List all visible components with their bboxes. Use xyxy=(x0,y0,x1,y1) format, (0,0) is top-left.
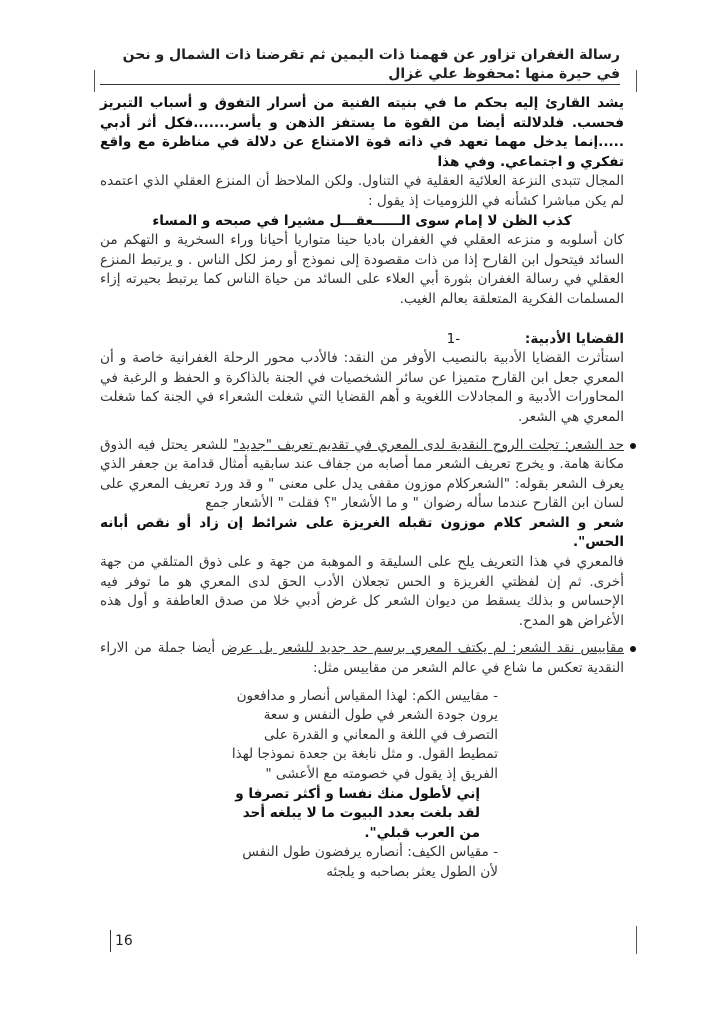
paragraph-2: المجال تتبدى النزعة العلائية العقلية في التناول. ولكن الملاحظ أن المنزع العقلي الذي اعتمده لم يكن مباشرا كشأنه في اللزوميات إذ يقول : xyxy=(100,173,624,209)
crop-mark-top-right xyxy=(636,70,637,92)
body-text xyxy=(100,94,624,883)
verse-line: كذب الظن لا إمام سوى الــــــعقـــل مشيرا في صبحه و المساء xyxy=(152,212,572,229)
measure-quantity: - مقاييس الكم: لهذا المقياس أنصار و مدافعون يرون جودة الشعر في طول النفس و سعة التصرف في اللغة و المعاني و القدرة على تمطيط القول. و مثل نابغة بن جعدة نموذجا لهذا الفريق إذ يقول في خصومته مع الأعشى " xyxy=(231,687,498,782)
crop-mark-top-left xyxy=(94,70,95,92)
measure-quantity-quote: إني لأطول منك نفسا و أكثر تصرفا و لقد بلغت بعدد البيوت ما لا يبلغه أحد من العرب قبلي". xyxy=(235,785,480,841)
bullet-criticism-measures xyxy=(100,639,624,678)
bullet-definition-of-poetry xyxy=(100,436,624,554)
bullet-text: أيضا جملة من الاراء النقدية تعكس ما شاع في عالم الشعر من مقاييس مثل: xyxy=(100,640,624,677)
bullet-lead: مقاييس نقد الشعر: لم يكتف المعري برسم حد جديد للشعر بل عرض xyxy=(221,640,624,657)
crop-mark-bottom-right xyxy=(636,926,637,954)
section-number: -1 xyxy=(446,330,461,347)
measure-quality: - مقياس الكيف: أنصاره يرفضون طول النفس لأن الطول يعثر بصاحبه و يلجئه xyxy=(242,844,498,880)
section-title: القضايا الأدبية: xyxy=(524,330,624,347)
page-number: 16 xyxy=(110,930,133,952)
header-rule xyxy=(100,84,620,85)
paragraph-4: فالمعري في هذا التعريف يلح على السليقة و الموهبة من جهة و على ذوق المتلقي من جهة أخرى. ثم إن لفظتي الغريزة و الحس تجعلان الأدب الحق لدى المعري هو ما توفر فيه الإحساس و بذلك يسقط من ديوان الشعر كل غرض أدبي خلا من صدق العاطفة و أول هذه الأغراض هو المدح. xyxy=(100,554,624,629)
running-header: رسالة الغفران تزاور عن فهمنا ذات اليمين ثم تقرضنا ذات الشمال و نحن في حيرة منها :محفوظ علي غزال xyxy=(122,47,620,82)
bullet-lead: حد الشعر: تجلت الروح النقدية لدى المعري في تقديم تعريف "جديد" xyxy=(233,436,624,453)
paragraph-1: يشد القارئ إليه بحكم ما في بنيته الفنية من أسرار التفوق و أسباب التبريز فحسب. فلدلالته أيضا من القوة ما يستفز الذهن و يأسر.......فكل أثر أدبي .....إنما يدخل مهما تعهد في ذاته قوة الامتناع عن دلالة في مناظرة مع واقع تفكري و اجتماعي. وفي هذا xyxy=(100,95,624,170)
bullet-dot xyxy=(630,443,636,449)
bullet-dot xyxy=(630,646,636,652)
paragraph-3: كان أسلوبه و منزعه العقلي في الغفران باديا حينا متواريا أحيانا وراء السخرية و التهكم من السائد فيتحول ابن القارح إذا من ذات مقصودة إلى نموذج أو رمز لكل الناس . و يرتبط المنزع العقلي في رسالة الغفران بثورة أبي العلاء على السائد من حياة الناس كما يرتبط بحيرته إزاء المسلمات الفكرية المتعلقة بعالم الغيب. xyxy=(100,232,624,307)
bullet-text: للشعر يحتل فيه الذوق مكانة هامة. و يخرج تعريف الشعر مما أصابه من جفاف عند سابقيه أمثال قدامة بن جعفر الذي يعرف الشعر بقوله: "الشعركلام موزون مقفى يدل على معنى " و قد ورد تعريف المعري على لسان ابن القارح عندما سأله رضوان " و ما الأشعار "؟ فقلت " الأشعار جمع xyxy=(100,436,624,512)
section-heading xyxy=(100,330,624,350)
bullet-bold-quote: شعر و الشعر كلام موزون تقبله الغريزة على شرائط إن زاد أو نقص أبانه الحس". xyxy=(100,514,624,551)
section-intro: استأثرت القضايا الأدبية بالنصيب الأوفر من النقد: فالأدب محور الرحلة الغفرانية خاصة و أن المعري جعل ابن القارح متميزا عن سائر الشخصيات في الجنة بالذاكرة و الحفظ و الرغبة في المحاورات الأدبية و المجادلات اللغوية و أهم القضايا التي شغلت الشعراء في الجنة كما شغلت المعري هي الشعر. xyxy=(100,350,624,425)
